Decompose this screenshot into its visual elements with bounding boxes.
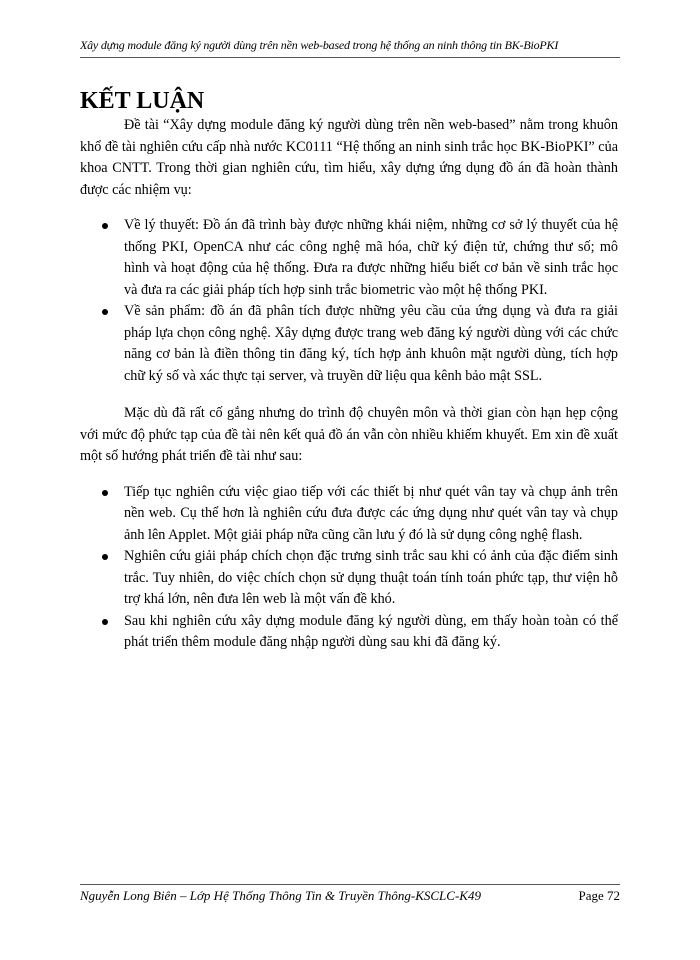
list-item-text: Nghiên cứu giải pháp chích chọn đặc trưng sinh trắc sau khi có ảnh của đặc điểm sinh trắc. Tuy nhiên, do việc chích chọn sử dụng thuật toán tính toán phức tạp, thư viện hỗ trợ khá lớn, nên đưa lên web là một vấn đề khó. (124, 548, 618, 607)
running-header: Xây dựng module đăng ký người dùng trên nền web-based trong hệ thống an ninh thông tin BK-BioPKI (80, 38, 559, 52)
bullet-icon (102, 554, 108, 560)
list-item (124, 546, 618, 611)
footer-author: Nguyễn Long Biên – Lớp Hệ Thống Thông Tin & Truyền Thông-KSCLC-K49 (80, 888, 481, 903)
document-body (80, 115, 618, 670)
intro-paragraph: Đề tài “Xây dựng module đăng ký người dùng trên nền web-based” nằm trong khuôn khổ đề tài nghiên cứu cấp nhà nước KC0111 “Hệ thống an ninh sinh trắc học BK-BioPKI” của khoa CNTT. Trong thời gian nghiên cứu, tìm hiểu, xây dựng ứng dụng đồ án đã hoàn thành được các nhiệm vụ: (80, 117, 618, 198)
list-item-text: Về lý thuyết: Đồ án đã trình bày được những khái niệm, những cơ sở lý thuyết của hệ thống PKI, OpenCA như các công nghệ mã hóa, chữ ký điện tử, chứng thư số; mô hình và hoạt động của hệ thống. Đưa ra được những hiểu biết cơ bản về sinh trắc học và đưa ra các giải pháp tích hợp sinh trắc biometric vào một hệ thống PKI. (124, 217, 618, 298)
list-item-text: Sau khi nghiên cứu xây dựng module đăng ký người dùng, em thấy hoàn toàn có thể phát triển thêm module đăng nhập người dùng sau khi đã đăng ký. (124, 612, 618, 650)
future-work-list (80, 482, 618, 654)
bullet-icon (102, 223, 108, 229)
section-title: KẾT LUẬN (80, 88, 205, 114)
bullet-icon (102, 309, 108, 315)
list-item (124, 611, 618, 654)
footer-rule (80, 884, 620, 885)
header-rule (80, 57, 620, 58)
limitations-paragraph: Mặc dù đã rất cố gắng nhưng do trình độ chuyên môn và thời gian còn hạn hẹp cộng với mức độ phức tạp của đề tài nên kết quả đồ án vẫn còn nhiều khiếm khuyết. Em xin đề xuất một số hướng phát triển đề tài như sau: (80, 405, 618, 464)
page-number: Page 72 (578, 888, 620, 903)
bullet-icon (102, 619, 108, 625)
list-item (124, 215, 618, 301)
list-item (124, 482, 618, 547)
results-list (80, 215, 618, 387)
list-item (124, 301, 618, 387)
list-item-text: Về sản phẩm: đồ án đã phân tích được những yêu cầu của ứng dụng và đưa ra giải pháp lựa chọn công nghệ. Xây dựng được trang web đăng ký người dùng với các chức năng cơ bản là điền thông tin đăng ký, tích hợp ảnh khuôn mặt người dùng, tích hợp chữ ký số và xác thực tại server, và truyền dữ liệu qua kênh bảo mật SSL. (124, 303, 618, 384)
list-item-text: Tiếp tục nghiên cứu việc giao tiếp với các thiết bị như quét vân tay và chụp ảnh trên nền web. Cụ thể hơn là nghiên cứu đưa được các ứng dụng như quét vân tay và chụp ảnh lên Applet. Một giải pháp nữa cũng cần lưu ý đó là sử dụng công nghệ flash. (124, 483, 618, 543)
bullet-icon (102, 490, 108, 496)
